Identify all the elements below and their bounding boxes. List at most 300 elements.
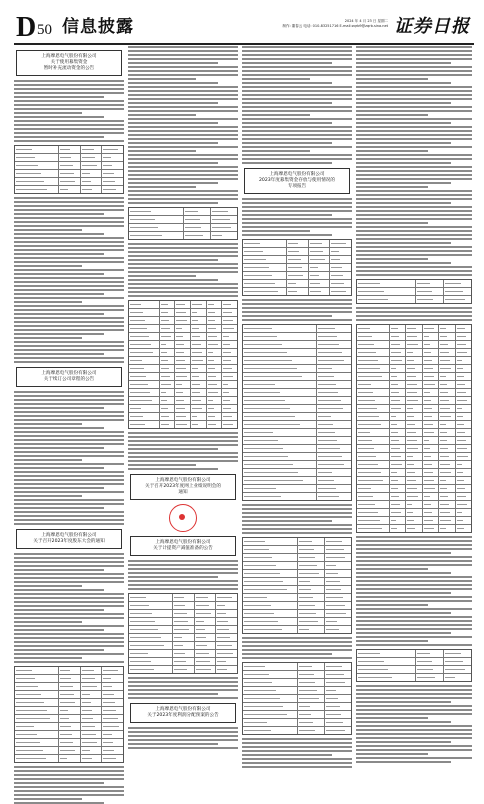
text-line xyxy=(14,237,124,239)
table-cell xyxy=(405,453,421,460)
text-line xyxy=(356,166,472,168)
table-cell xyxy=(455,349,471,356)
text-line xyxy=(14,353,104,355)
table-cell xyxy=(101,186,123,193)
table-cell xyxy=(243,687,297,694)
table-cell xyxy=(190,349,206,356)
table-cell xyxy=(159,397,175,404)
text-line xyxy=(242,512,352,514)
table-cell xyxy=(455,525,471,532)
table-cell xyxy=(324,626,351,633)
table-cell xyxy=(324,719,351,726)
table-cell xyxy=(190,373,206,380)
table-cell xyxy=(438,405,454,412)
text-line xyxy=(14,140,124,142)
table-cell xyxy=(221,317,237,324)
text-line xyxy=(14,293,104,295)
table-cell xyxy=(215,666,237,673)
table-cell xyxy=(221,349,237,356)
notice-title-line: 上海摩恩电气股份有限公司 xyxy=(41,371,97,376)
text-line xyxy=(356,644,472,646)
section-title: 信息披露 xyxy=(62,17,134,37)
table-cell xyxy=(129,413,159,420)
table-cell xyxy=(316,469,351,476)
table-cell xyxy=(286,272,308,279)
table-row xyxy=(357,500,471,508)
table-cell xyxy=(357,381,389,388)
text-line xyxy=(14,625,124,627)
table-cell xyxy=(190,325,206,332)
table-cell xyxy=(129,626,172,633)
table-cell xyxy=(443,658,471,665)
table-cell xyxy=(101,170,123,177)
table-cell xyxy=(159,341,175,348)
text-line xyxy=(128,78,196,80)
table-cell xyxy=(243,413,316,420)
table-cell xyxy=(243,618,297,625)
text-line xyxy=(242,222,352,224)
table-cell xyxy=(101,178,123,185)
table-cell xyxy=(101,667,123,674)
table-row xyxy=(357,452,471,460)
table-cell xyxy=(422,349,438,356)
text-line xyxy=(14,782,104,784)
table-cell xyxy=(316,325,351,332)
table-cell xyxy=(243,477,316,484)
table-cell xyxy=(405,461,421,468)
text-line xyxy=(14,459,82,461)
text-line xyxy=(242,762,352,764)
table-cell xyxy=(438,493,454,500)
text-line xyxy=(356,126,472,128)
table-cell xyxy=(316,349,351,356)
table-cell xyxy=(183,216,210,223)
text-line xyxy=(128,146,238,148)
table-cell xyxy=(422,421,438,428)
text-line xyxy=(356,82,451,84)
text-line xyxy=(14,617,124,619)
notice-title-line: 上海摩恩电气股份有限公司 xyxy=(155,478,211,483)
table-cell xyxy=(422,365,438,372)
table-row xyxy=(129,340,237,348)
text-line xyxy=(14,649,104,651)
table-cell xyxy=(357,453,389,460)
text-line xyxy=(128,202,218,204)
table-cell xyxy=(438,341,454,348)
text-line xyxy=(242,750,352,752)
text-line xyxy=(356,576,472,578)
text-line xyxy=(14,357,124,359)
data-table xyxy=(242,324,352,501)
text-line xyxy=(14,589,104,591)
text-line xyxy=(242,66,352,68)
table-cell xyxy=(174,413,190,420)
text-line xyxy=(128,685,238,687)
text-line xyxy=(242,758,352,760)
body-text-block xyxy=(128,727,238,749)
table-cell xyxy=(357,429,389,436)
table-cell xyxy=(243,594,297,601)
table-cell xyxy=(58,170,80,177)
notice-heading-box xyxy=(130,536,236,556)
table-cell xyxy=(455,509,471,516)
table-row xyxy=(15,698,123,706)
text-line xyxy=(128,263,238,265)
table-row xyxy=(15,714,123,722)
table-row xyxy=(129,364,237,372)
table-row xyxy=(357,287,471,295)
text-line xyxy=(14,325,124,327)
text-line xyxy=(128,86,238,88)
text-line xyxy=(356,749,472,751)
table-cell xyxy=(190,309,206,316)
text-line xyxy=(14,605,124,607)
body-text-block xyxy=(242,299,352,321)
text-line xyxy=(14,124,124,126)
table-row xyxy=(243,388,351,396)
table-cell xyxy=(357,389,389,396)
notice-heading-box xyxy=(16,367,122,387)
table-cell xyxy=(357,365,389,372)
table-cell xyxy=(243,381,316,388)
text-line xyxy=(242,90,352,92)
table-cell xyxy=(405,485,421,492)
text-line xyxy=(128,697,238,699)
text-line xyxy=(14,786,124,788)
table-cell xyxy=(221,365,237,372)
text-line xyxy=(14,92,124,94)
table-cell xyxy=(438,461,454,468)
table-cell xyxy=(194,666,216,673)
table-row xyxy=(357,325,471,332)
table-cell xyxy=(443,288,471,295)
text-line xyxy=(242,226,352,228)
table-row xyxy=(243,444,351,452)
text-line xyxy=(356,210,472,212)
table-cell xyxy=(243,389,316,396)
table-row xyxy=(129,657,237,665)
table-cell xyxy=(172,626,194,633)
text-line xyxy=(356,62,451,64)
table-cell xyxy=(438,373,454,380)
table-cell xyxy=(422,413,438,420)
table-cell xyxy=(206,349,222,356)
text-line xyxy=(356,560,472,562)
table-row xyxy=(243,492,351,500)
table-cell xyxy=(243,453,316,460)
text-line xyxy=(356,713,472,715)
table-cell xyxy=(174,381,190,388)
table-cell xyxy=(455,421,471,428)
table-row xyxy=(357,388,471,396)
table-cell xyxy=(389,349,405,356)
table-cell xyxy=(243,711,297,718)
table-cell xyxy=(80,723,102,730)
text-line xyxy=(14,120,124,122)
text-line xyxy=(128,138,238,140)
table-cell xyxy=(129,666,172,673)
text-line xyxy=(128,464,196,466)
table-cell xyxy=(316,333,351,340)
table-cell xyxy=(357,421,389,428)
text-line xyxy=(14,561,124,563)
text-line xyxy=(14,431,124,433)
table-cell xyxy=(243,357,316,364)
table-row xyxy=(15,674,123,682)
text-line xyxy=(356,66,472,68)
table-cell xyxy=(221,357,237,364)
table-cell xyxy=(405,405,421,412)
text-line xyxy=(242,299,352,301)
text-line xyxy=(356,122,451,124)
table-cell xyxy=(80,178,102,185)
text-line xyxy=(128,74,238,76)
table-cell xyxy=(422,397,438,404)
table-row xyxy=(243,325,351,332)
table-row xyxy=(15,722,123,730)
table-cell xyxy=(15,691,58,698)
table-cell xyxy=(316,461,351,468)
text-line xyxy=(242,130,352,132)
table-row xyxy=(129,356,237,364)
text-line xyxy=(14,411,124,413)
table-cell xyxy=(243,349,316,356)
table-cell xyxy=(15,667,58,674)
text-line xyxy=(14,495,82,497)
text-line xyxy=(356,154,472,156)
table-cell xyxy=(129,365,159,372)
table-cell xyxy=(455,413,471,420)
text-line xyxy=(14,641,124,643)
text-line xyxy=(356,628,472,630)
notice-title-line: 关于计提资产减值准备的公告 xyxy=(153,546,213,551)
text-line xyxy=(128,259,218,261)
text-line xyxy=(242,230,310,232)
text-line xyxy=(242,532,352,534)
text-line xyxy=(14,213,104,215)
table-cell xyxy=(172,650,194,657)
table-cell xyxy=(206,341,222,348)
table-cell xyxy=(101,162,123,169)
text-line xyxy=(14,225,124,227)
table-row xyxy=(243,412,351,420)
text-line xyxy=(356,146,472,148)
table-cell xyxy=(129,594,172,601)
table-cell xyxy=(405,349,421,356)
table-cell xyxy=(243,703,297,710)
table-cell xyxy=(357,650,415,657)
table-cell xyxy=(58,683,80,690)
data-table xyxy=(242,662,352,735)
text-line xyxy=(128,178,238,180)
table-row xyxy=(129,665,237,673)
table-cell xyxy=(455,517,471,524)
table-cell xyxy=(80,146,102,153)
text-line xyxy=(242,150,310,152)
table-cell xyxy=(206,301,222,308)
text-line xyxy=(128,118,238,120)
text-line xyxy=(242,198,352,200)
text-line xyxy=(356,90,472,92)
table-cell xyxy=(455,493,471,500)
table-row xyxy=(357,356,471,364)
text-line xyxy=(128,456,238,458)
table-cell xyxy=(443,650,471,657)
text-line xyxy=(356,705,472,707)
text-line xyxy=(128,727,238,729)
text-line xyxy=(242,202,352,204)
table-cell xyxy=(129,349,159,356)
text-line xyxy=(14,217,124,219)
table-cell xyxy=(174,301,190,308)
text-line xyxy=(242,637,352,639)
masthead xyxy=(0,0,484,48)
table-cell xyxy=(129,373,159,380)
text-line xyxy=(14,633,124,635)
table-cell xyxy=(324,562,351,569)
table-cell xyxy=(455,397,471,404)
table-cell xyxy=(389,493,405,500)
table-cell xyxy=(357,493,389,500)
table-cell xyxy=(206,397,222,404)
table-row xyxy=(15,169,123,177)
table-cell xyxy=(324,570,351,577)
text-line xyxy=(128,693,218,695)
text-line xyxy=(356,50,472,52)
table-cell xyxy=(422,341,438,348)
notice-title-line: 关于召开2023年度股东大会的通知 xyxy=(33,539,105,544)
text-line xyxy=(14,273,104,275)
text-line xyxy=(242,122,332,124)
table-cell xyxy=(297,687,324,694)
table-cell xyxy=(316,429,351,436)
text-line xyxy=(128,291,238,293)
table-cell xyxy=(297,671,324,678)
table-cell xyxy=(243,421,316,428)
table-cell xyxy=(101,715,123,722)
text-line xyxy=(356,745,472,747)
table-cell xyxy=(405,357,421,364)
table-row xyxy=(129,649,237,657)
table-cell xyxy=(215,650,237,657)
table-row xyxy=(357,428,471,436)
text-line xyxy=(356,202,451,204)
text-line xyxy=(128,162,218,164)
table-cell xyxy=(190,381,206,388)
table-cell xyxy=(316,357,351,364)
text-line xyxy=(128,82,218,84)
text-line xyxy=(14,333,104,335)
table-cell xyxy=(215,594,237,601)
page-letter: D xyxy=(16,12,37,43)
text-line xyxy=(128,58,238,60)
table-cell xyxy=(357,658,415,665)
table-cell xyxy=(308,256,330,263)
table-cell xyxy=(129,397,159,404)
editor-contact: 制作: 董春云 电话: 010-83251716 E-mail:zqrb9@zqrb.sina.net xyxy=(282,24,388,28)
text-line xyxy=(356,307,472,309)
text-line xyxy=(14,487,104,489)
text-line xyxy=(356,596,472,598)
notice-title-line: 上海摩恩电气股份有限公司 xyxy=(41,54,97,59)
table-row xyxy=(243,356,351,364)
table-cell xyxy=(58,675,80,682)
table-cell xyxy=(243,445,316,452)
text-line xyxy=(242,158,352,160)
table-cell xyxy=(316,437,351,444)
table-row xyxy=(129,404,237,412)
table-cell xyxy=(389,477,405,484)
table-cell xyxy=(297,594,324,601)
text-line xyxy=(14,653,124,655)
text-line xyxy=(128,158,238,160)
text-line xyxy=(356,548,472,550)
text-line xyxy=(128,572,238,574)
text-line xyxy=(128,194,238,196)
table-cell xyxy=(405,477,421,484)
table-cell xyxy=(357,517,389,524)
text-line xyxy=(242,162,332,164)
table-cell xyxy=(159,405,175,412)
text-line xyxy=(128,448,218,450)
table-cell xyxy=(422,469,438,476)
text-line xyxy=(356,721,451,723)
table-row xyxy=(357,492,471,500)
table-cell xyxy=(415,650,443,657)
table-cell xyxy=(101,739,123,746)
table-row xyxy=(243,726,351,734)
text-line xyxy=(14,395,124,397)
text-line xyxy=(356,701,451,703)
text-line xyxy=(14,439,124,441)
text-line xyxy=(242,766,352,768)
table-cell xyxy=(438,421,454,428)
text-line xyxy=(242,46,352,48)
table-cell xyxy=(316,493,351,500)
table-cell xyxy=(206,381,222,388)
table-cell xyxy=(215,610,237,617)
table-row xyxy=(243,396,351,404)
text-line xyxy=(356,238,472,240)
table-cell xyxy=(206,413,222,420)
text-line xyxy=(356,218,472,220)
table-cell xyxy=(172,666,194,673)
body-text-block xyxy=(356,46,472,276)
table-cell xyxy=(243,695,297,702)
text-line xyxy=(14,285,124,287)
text-line xyxy=(242,657,352,659)
text-line xyxy=(356,234,472,236)
table-cell xyxy=(389,517,405,524)
table-cell xyxy=(422,357,438,364)
text-line xyxy=(356,98,472,100)
text-line xyxy=(14,317,124,319)
table-cell xyxy=(221,413,237,420)
table-cell xyxy=(405,437,421,444)
table-cell xyxy=(172,610,194,617)
text-line xyxy=(128,460,238,462)
table-row xyxy=(129,380,237,388)
table-cell xyxy=(389,333,405,340)
text-line xyxy=(128,170,238,172)
table-cell xyxy=(389,325,405,332)
table-cell xyxy=(243,272,286,279)
text-line xyxy=(242,738,352,740)
table-row xyxy=(15,161,123,169)
table-cell xyxy=(80,699,102,706)
table-cell xyxy=(286,248,308,255)
table-cell xyxy=(455,357,471,364)
